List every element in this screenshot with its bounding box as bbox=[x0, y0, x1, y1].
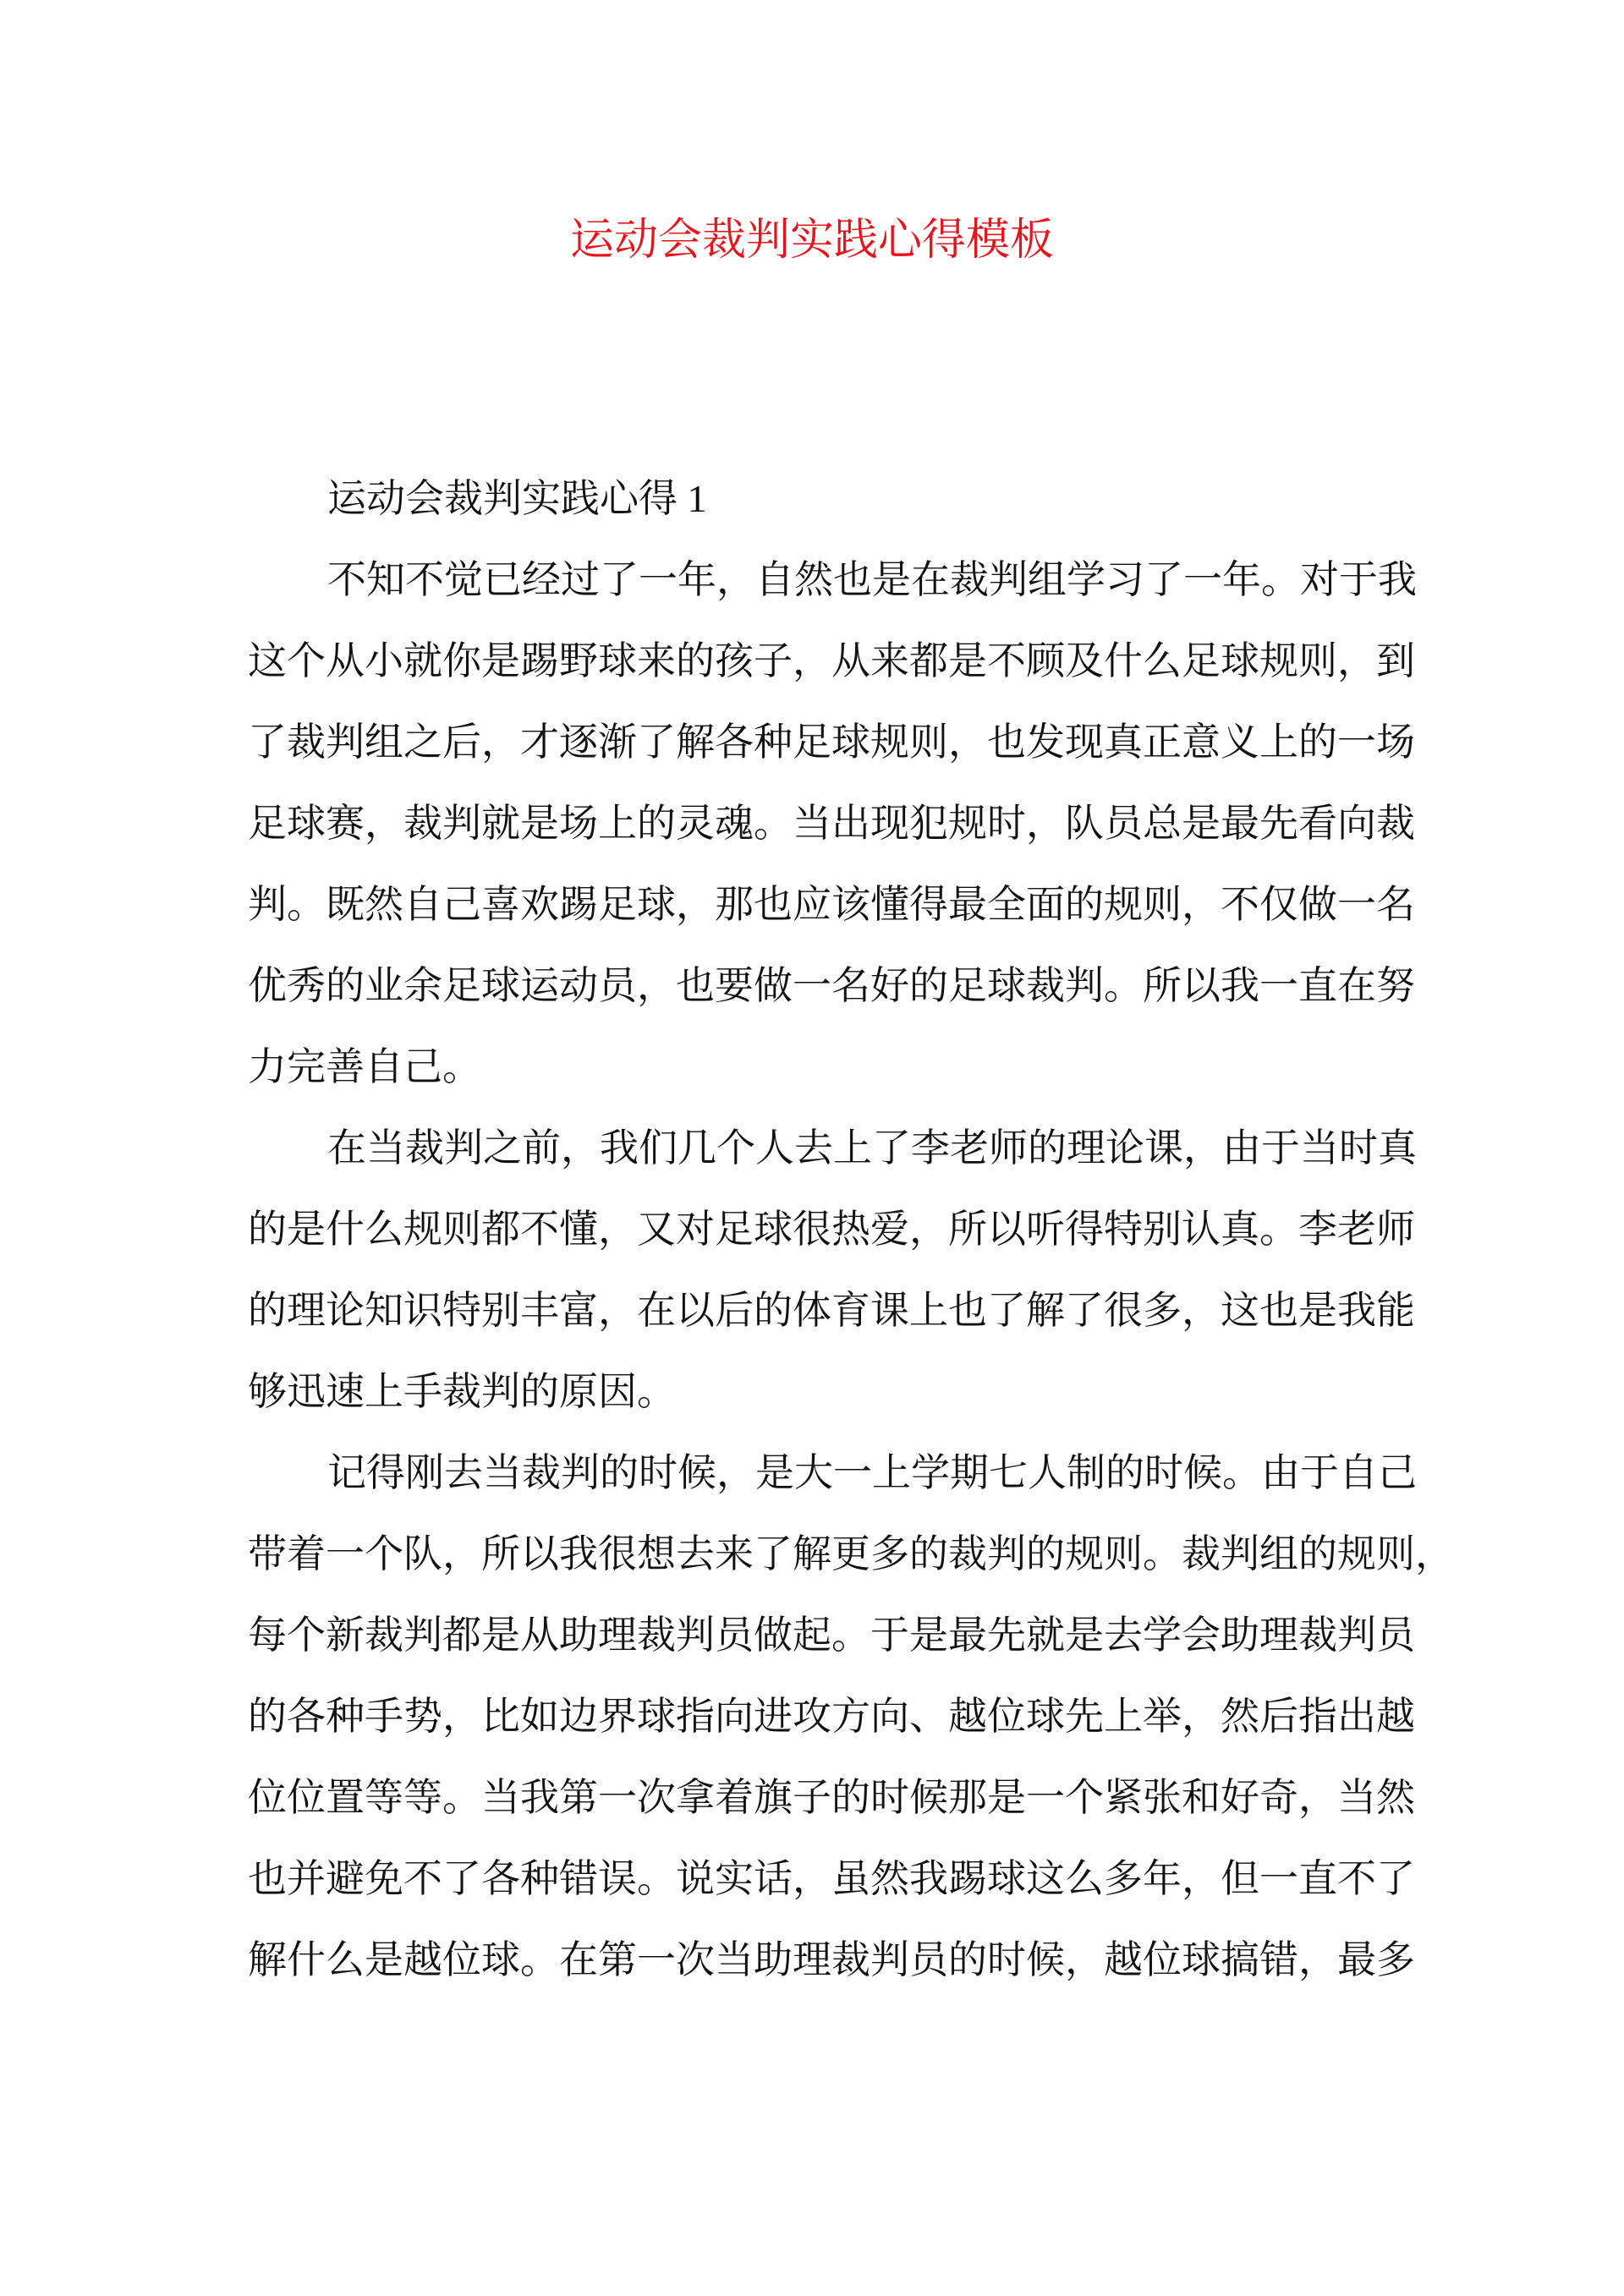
paragraph-line: 的是什么规则都不懂，又对足球很热爱，所以听得特别认真。李老师 bbox=[248, 1208, 1415, 1251]
paragraph-line: 够迅速上手裁判的原因。 bbox=[248, 1370, 676, 1413]
paragraph-line: 解什么是越位球。在第一次当助理裁判员的时候，越位球搞错，最多 bbox=[248, 1938, 1415, 1981]
paragraph-line: 判。既然自己喜欢踢足球，那也应该懂得最全面的规则，不仅做一名 bbox=[248, 883, 1415, 926]
paragraph-line: 在当裁判之前，我们几个人去上了李老师的理论课，由于当时真 bbox=[327, 1126, 1417, 1170]
paragraph-line: 记得刚去当裁判的时候，是大一上学期七人制的时候。由于自己 bbox=[327, 1451, 1417, 1494]
paragraph-line: 这个从小就你是踢野球来的孩子，从来都是不顾及什么足球规则，到 bbox=[248, 639, 1415, 682]
document-title: 运动会裁判实践心得模板 bbox=[569, 216, 1054, 265]
paragraph-line: 位位置等等。当我第一次拿着旗子的时候那是一个紧张和好奇，当然 bbox=[248, 1776, 1415, 1819]
paragraph bbox=[248, 540, 1417, 1108]
document-body bbox=[248, 458, 1454, 2001]
section-heading: 运动会裁判实践心得 1 bbox=[327, 477, 707, 520]
paragraph-line: 的理论知识特别丰富，在以后的体育课上也了解了很多，这也是我能 bbox=[248, 1289, 1415, 1332]
paragraph bbox=[248, 1108, 1417, 1433]
paragraphs bbox=[248, 540, 1454, 2001]
paragraph-line: 也并避免不了各种错误。说实话，虽然我踢球这么多年，但一直不了 bbox=[248, 1857, 1415, 1900]
paragraph-line: 带着一个队，所以我很想去来了解更多的裁判的规则。裁判组的规则， bbox=[248, 1532, 1454, 1575]
paragraph-line: 了裁判组之后，才逐渐了解各种足球规则，也发现真正意义上的一场 bbox=[248, 721, 1415, 764]
paragraph-line: 的各种手势，比如边界球指向进攻方向、越位球先上举，然后指出越 bbox=[248, 1695, 1415, 1738]
paragraph-line: 每个新裁判都是从助理裁判员做起。于是最先就是去学会助理裁判员 bbox=[248, 1614, 1415, 1657]
paragraph-line: 不知不觉已经过了一年，自然也是在裁判组学习了一年。对于我 bbox=[327, 558, 1417, 601]
paragraph-line: 足球赛，裁判就是场上的灵魂。当出现犯规时，队员总是最先看向裁 bbox=[248, 802, 1415, 845]
paragraph-line: 优秀的业余足球运动员，也要做一名好的足球裁判。所以我一直在努 bbox=[248, 964, 1415, 1007]
paragraph bbox=[248, 1433, 1454, 2001]
paragraph-line: 力完善自己。 bbox=[248, 1045, 481, 1088]
